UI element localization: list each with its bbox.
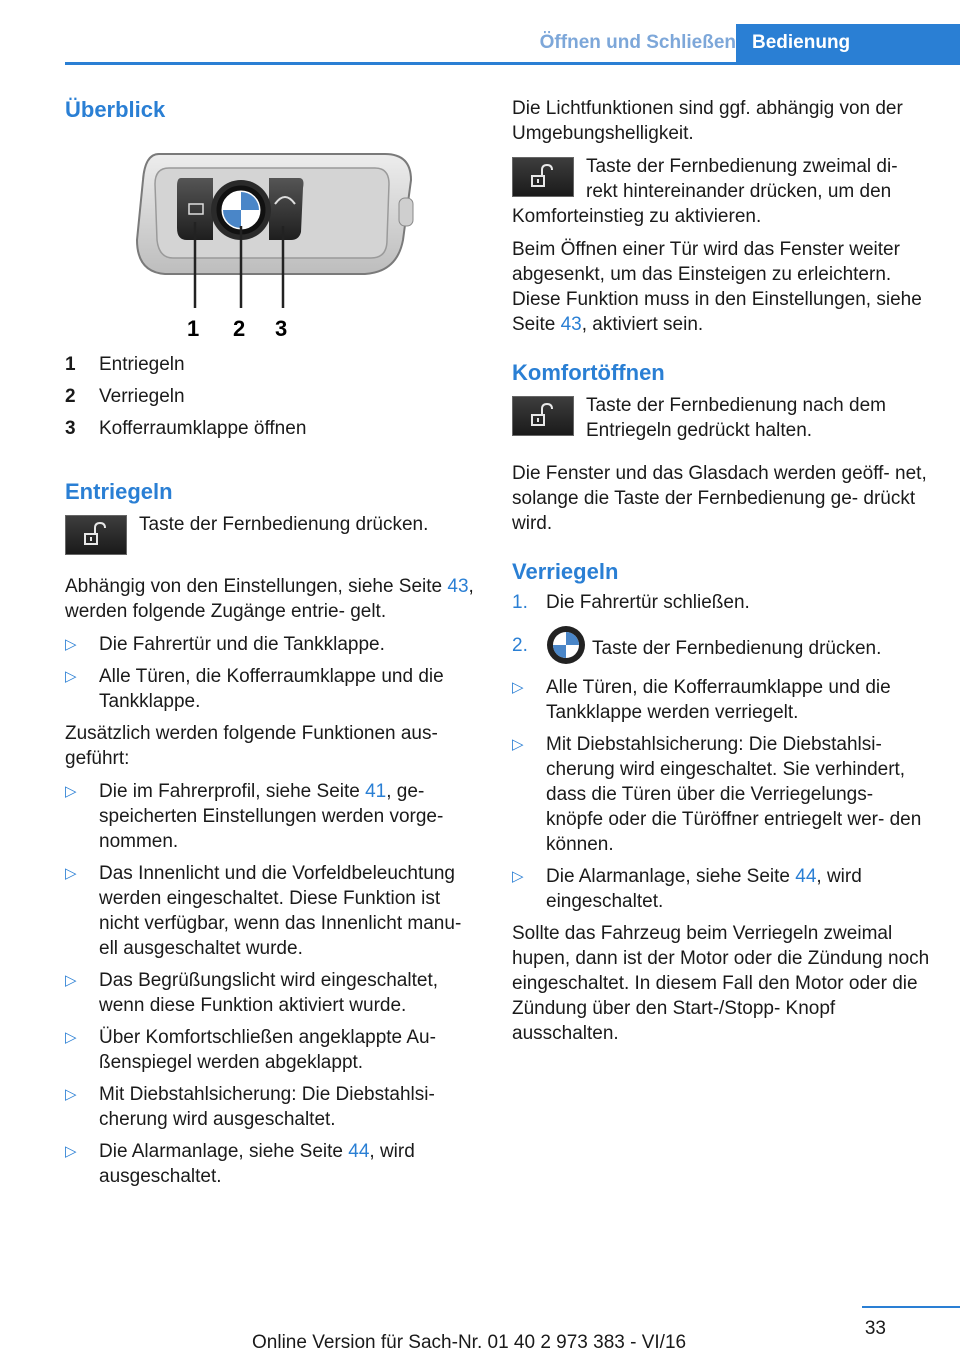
unlock-instruction: [65, 512, 477, 566]
step-text: Taste der Fernbedienung drücken.: [592, 638, 882, 660]
legend-row: [65, 416, 477, 448]
list-item: [65, 1082, 477, 1132]
functions-list: [65, 779, 477, 1189]
legend-label: Entriegeln: [99, 354, 185, 375]
list-item-text: Die Alarmanlage, siehe Seite: [546, 866, 796, 887]
page-link-43[interactable]: 43: [560, 314, 582, 335]
list-item: [512, 675, 930, 725]
comfort-result: Die Fenster und das Glasdach werden geöff‐ net, solange die Taste der Fernbedienung ge‐ drückt wird.: [512, 463, 927, 534]
dependency-paragraph: [65, 574, 477, 624]
window-text-end: , aktiviert sein.: [581, 314, 704, 335]
double-press-text: Taste der Fernbedienung zweimal di‐ rekt hintereinander drücken, um den Komforteinstieg zu aktivieren.: [512, 156, 898, 227]
triangle-right-icon: ▷: [512, 679, 524, 696]
comfort-instruction-text: Taste der Fernbedienung nach dem Entriegeln gedrückt halten.: [586, 395, 886, 441]
list-item: [65, 861, 477, 961]
dependency-text: Abhängig von den Einstellungen, siehe Seite: [65, 576, 448, 597]
footer-rule: [862, 1306, 960, 1308]
list-item-text: Alle Türen, die Kofferraumklappe und die Tankklappe.: [99, 666, 444, 712]
list-item-text: Mit Diebstahlsicherung: Die Diebstahlsi‐ cherung wird eingeschaltet. Sie verhindert, dass die Türen über die Verriegelungs‐ knöpfe oder die Türöffner entriegelt wer‐ den können.: [546, 734, 922, 855]
window-text: Beim Öffnen einer Tür wird das Fenster weiter abgesenkt, um das Einsteigen zu erleichtern. Diese Funktion muss in den Einstellungen, siehe Seite: [512, 239, 922, 335]
page-header: [65, 24, 960, 65]
lock-step: [512, 590, 930, 615]
list-item-text: Die im Fahrerprofil, siehe Seite: [99, 781, 366, 802]
light-note: Die Lichtfunktionen sind ggf. abhängig von der Umgebungshelligkeit.: [512, 98, 903, 144]
list-item-text-end: , wird ausgeschaltet.: [99, 1141, 415, 1187]
list-item-text: Die Alarmanlage, siehe Seite: [99, 1141, 349, 1162]
legend-label: Verriegeln: [99, 386, 185, 407]
legend-number: 2: [65, 386, 76, 407]
footer-version-text: Online Version für Sach-Nr. 01 40 2 973 383 - VI/16: [252, 1332, 687, 1353]
list-item-text: Die Fahrertür und die Tankklappe.: [99, 634, 385, 655]
list-item: [512, 732, 930, 857]
unlock-button-icon: [65, 515, 127, 555]
legend-label: Kofferraumklappe öffnen: [99, 418, 307, 439]
list-item-text: Das Innenlicht und die Vorfeldbeleuchtung werden eingeschaltet. Diese Funktion ist nicht verfügbar, wenn das Innenlicht manu‐ ell ausgeschaltet wurde.: [99, 863, 462, 959]
step-text: Die Fahrertür schließen.: [546, 592, 750, 613]
list-item: [65, 664, 477, 714]
window-paragraph: [512, 237, 930, 337]
triangle-right-icon: ▷: [65, 668, 77, 685]
list-item-text: Über Komfortschließen angeklappte Au‐ ßenspiegel werden abgeklappt.: [99, 1027, 436, 1073]
callout-2: 2: [233, 316, 246, 340]
triangle-right-icon: ▷: [65, 972, 77, 989]
double-press-instruction: [512, 154, 930, 229]
step-number: 2.: [512, 635, 528, 656]
comfort-instruction: [512, 393, 930, 447]
list-item-text-end: , ge‐ speicherten Einstellungen werden vorge‐ nommen.: [99, 781, 444, 852]
page-link-44[interactable]: 44: [795, 866, 817, 887]
triangle-right-icon: ▷: [65, 1029, 77, 1046]
key-fob-illustration: [135, 140, 415, 340]
honk-note: Sollte das Fahrzeug beim Verriegeln zweimal hupen, dann ist der Motor oder die Zündung noch eingeschaltet. In diesem Fall den Motor oder die Zündung über den Start-/Stopp- Knopf ausschalten.: [512, 923, 930, 1044]
list-item-text: Das Begrüßungslicht wird eingeschaltet, wenn diese Funktion aktiviert wurde.: [99, 970, 439, 1016]
access-list: [65, 632, 477, 714]
callout-3: 3: [275, 316, 288, 340]
page-link-41[interactable]: 41: [365, 781, 387, 802]
unlock-button-icon: [512, 396, 574, 436]
legend-row: [65, 384, 477, 416]
list-item: [65, 632, 477, 657]
header-chapter-tab: Bedienung: [736, 24, 960, 62]
step-number: 1.: [512, 592, 528, 613]
legend-row: [65, 352, 477, 384]
list-item: [65, 779, 477, 854]
triangle-right-icon: ▷: [65, 1143, 77, 1160]
legend-number: 1: [65, 354, 76, 375]
triangle-right-icon: ▷: [512, 736, 524, 753]
right-column: [512, 96, 930, 1054]
triangle-right-icon: ▷: [65, 1086, 77, 1103]
header-section-title: Öffnen und Schließen: [539, 32, 736, 53]
page-link-43[interactable]: 43: [447, 576, 469, 597]
list-item-text-end: , wird eingeschaltet.: [546, 866, 862, 912]
overview-heading: Überblick: [65, 97, 166, 122]
lock-step: [512, 633, 930, 665]
page-number: 33: [864, 1318, 886, 1339]
unlock-instruction-text: Taste der Fernbedienung drücken.: [139, 514, 429, 535]
triangle-right-icon: ▷: [65, 636, 77, 653]
functions-intro: Zusätzlich werden folgende Funktionen aus‐ geführt:: [65, 723, 438, 769]
lock-heading: Verriegeln: [512, 559, 619, 584]
figure-legend: [65, 352, 477, 448]
legend-number: 3: [65, 418, 76, 439]
triangle-right-icon: ▷: [65, 865, 77, 882]
left-column: [65, 96, 477, 1196]
unlock-button-icon: [512, 157, 574, 197]
list-item: [65, 968, 477, 1018]
page-link-44[interactable]: 44: [348, 1141, 370, 1162]
lock-steps: [512, 590, 930, 665]
triangle-right-icon: ▷: [65, 783, 77, 800]
comfort-heading: Komfortöffnen: [512, 360, 665, 385]
list-item: [512, 864, 930, 914]
list-item-text: Alle Türen, die Kofferraumklappe und die Tankklappe werden verriegelt.: [546, 677, 891, 723]
dependency-text-end: , werden folgende Zugänge entrie‐ gelt.: [65, 576, 474, 622]
callout-1: 1: [187, 316, 200, 340]
unlock-heading: Entriegeln: [65, 479, 173, 504]
list-item-text: Mit Diebstahlsicherung: Die Diebstahlsi‐ cherung wird ausgeschaltet.: [99, 1084, 435, 1130]
list-item: [65, 1139, 477, 1189]
list-item: [65, 1025, 477, 1075]
bmw-roundel-icon: [546, 625, 586, 665]
triangle-right-icon: ▷: [512, 868, 524, 885]
lock-results-list: [512, 675, 930, 914]
